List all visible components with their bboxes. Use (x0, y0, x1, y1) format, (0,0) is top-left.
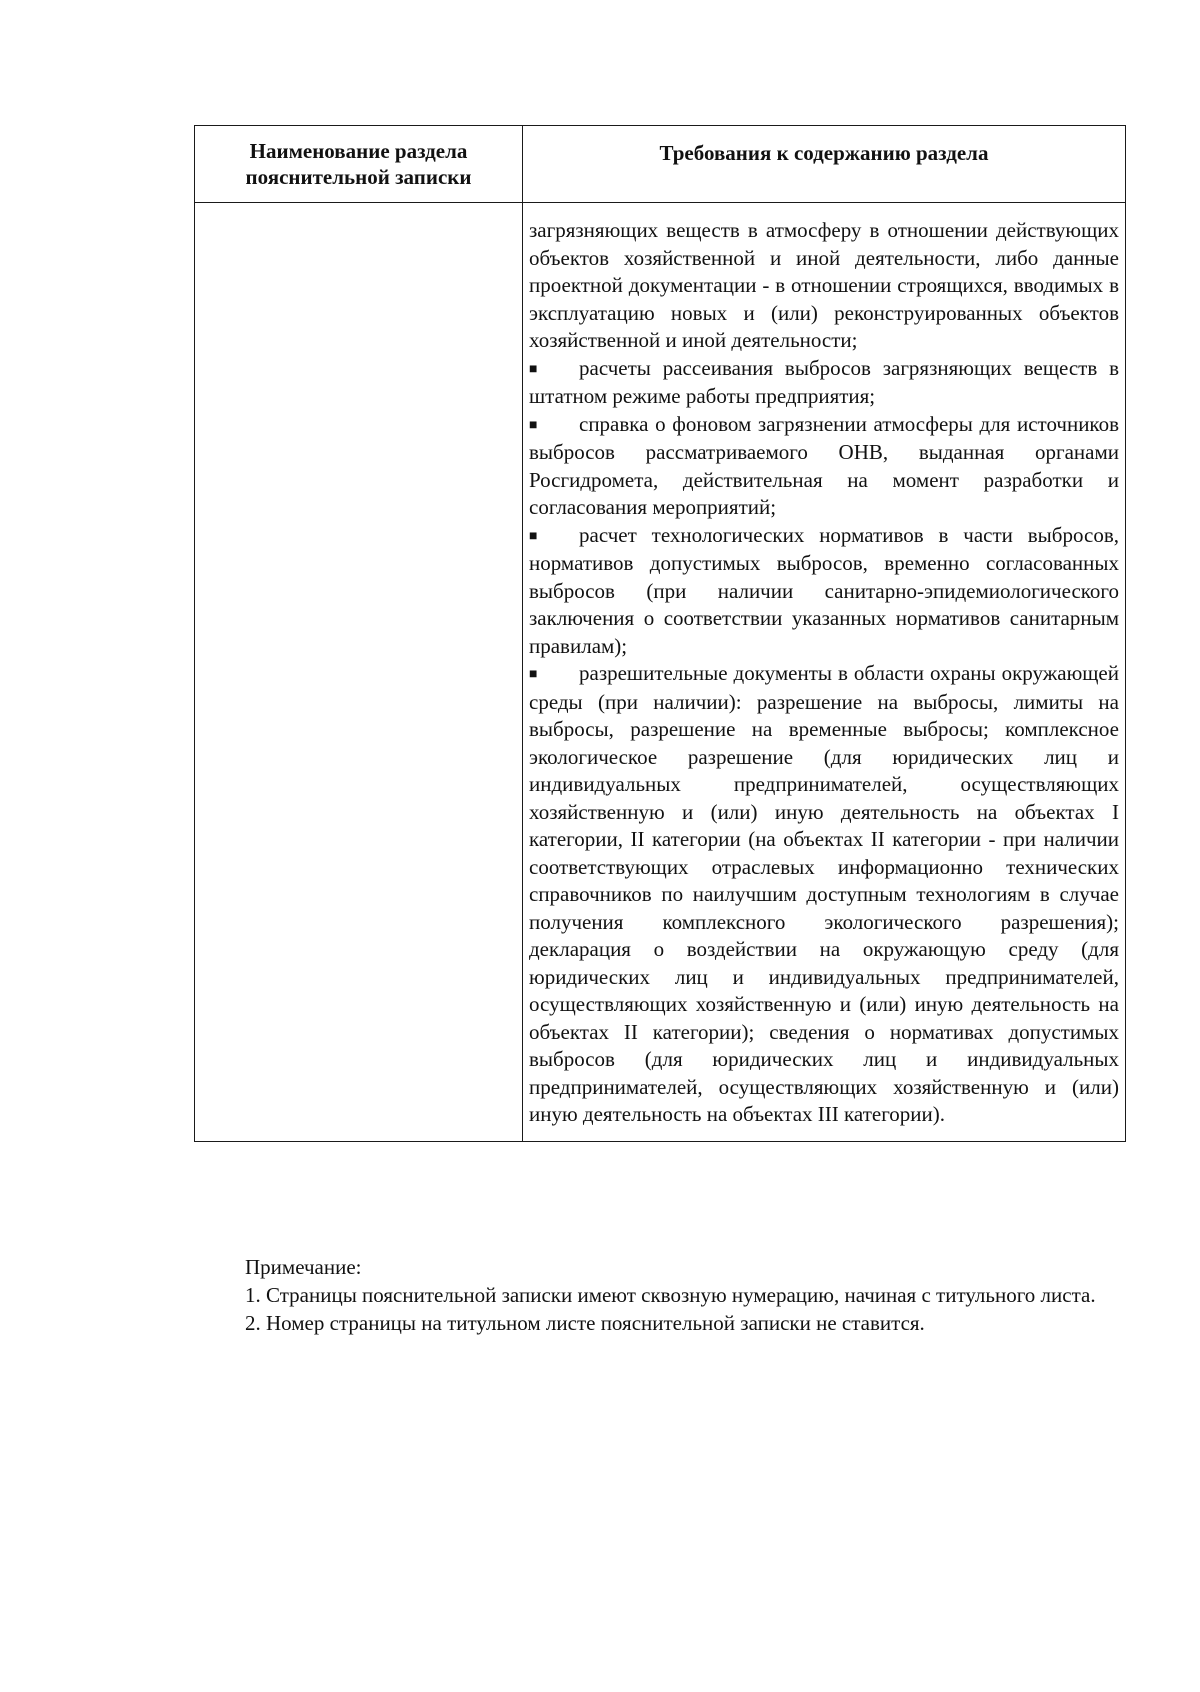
list-item (529, 660, 1119, 1129)
requirements-intro-text: загрязняющих веществ в атмосферу в отношении действующих объектов хозяйственной и иной деятельности, либо данные проектной документации - в отношении строящихся, вводимых в эксплуатацию новых и (или) реконструированных объектов хозяйственной и иной деятельности; (529, 218, 1119, 352)
requirements-cell (523, 203, 1126, 1142)
note-item: 1. Страницы пояснительной записки имеют сквозную нумерацию, начиная с титульного листа. (245, 1283, 1096, 1307)
table-row (195, 203, 1126, 1142)
bullet-icon: ■ (529, 361, 538, 377)
section-name-cell (195, 203, 523, 1142)
list-item (529, 355, 1119, 411)
header-section-name: Наименование раздела пояснительной записки (195, 126, 523, 203)
table-header-row (195, 126, 1126, 203)
list-item-text: расчеты рассеивания выбросов загрязняющих веществ в штатном режиме работы предприятия; (529, 355, 1119, 408)
notes-block (173, 1253, 1125, 1337)
header-section-requirements: Требования к содержанию раздела (523, 126, 1126, 203)
list-item (529, 522, 1119, 661)
list-item-text: разрешительные документы в области охраны окружающей среды (при наличии): разрешение на выбросы, лимиты на выбросы, разрешение на временные выбросы; комплексное экологическое разрешение (для юридических лиц и индивидуальных предпринимателей, осуществляющих хозяйственную и (или) иную деятельность на объектах I категории, II категории (на объектах II категории - при наличии соответствующих отраслевых информационно технических справочников по наилучшим доступным технологиям в случае получения комплексного экологического разрешения); декларация о воздействии на окружающую среду (для юридических лиц и индивидуальных предпринимателей, осуществляющих хозяйственную и (или) иную деятельность на объектах II категории); сведения о нормативах допустимых выбросов (для юридических лиц и индивидуальных предпринимателей, осуществляющих хозяйственную и (или) иную деятельность на объектах III категории). (529, 661, 1119, 1126)
list-item-text: расчет технологических нормативов в части выбросов, нормативов допустимых выбросов, временно согласованных выбросов (при наличии санитарно-эпидемиологического заключения о соответствии указанных нормативов санитарным правилам); (529, 522, 1119, 658)
requirements-table (194, 125, 1126, 1142)
note-item: 2. Номер страницы на титульном листе пояснительной записки не ставится. (245, 1311, 925, 1335)
notes-title: Примечание: (245, 1255, 362, 1279)
bullet-icon: ■ (529, 667, 538, 682)
list-item-text: справка о фоновом загрязнении атмосферы для источников выбросов рассматриваемого ОНВ, выданная органами Росгидромета, действительная на момент разработки и согласования мероприятий; (529, 411, 1119, 519)
list-item (529, 411, 1119, 522)
bullet-icon: ■ (529, 417, 538, 433)
bullet-icon: ■ (529, 528, 538, 544)
